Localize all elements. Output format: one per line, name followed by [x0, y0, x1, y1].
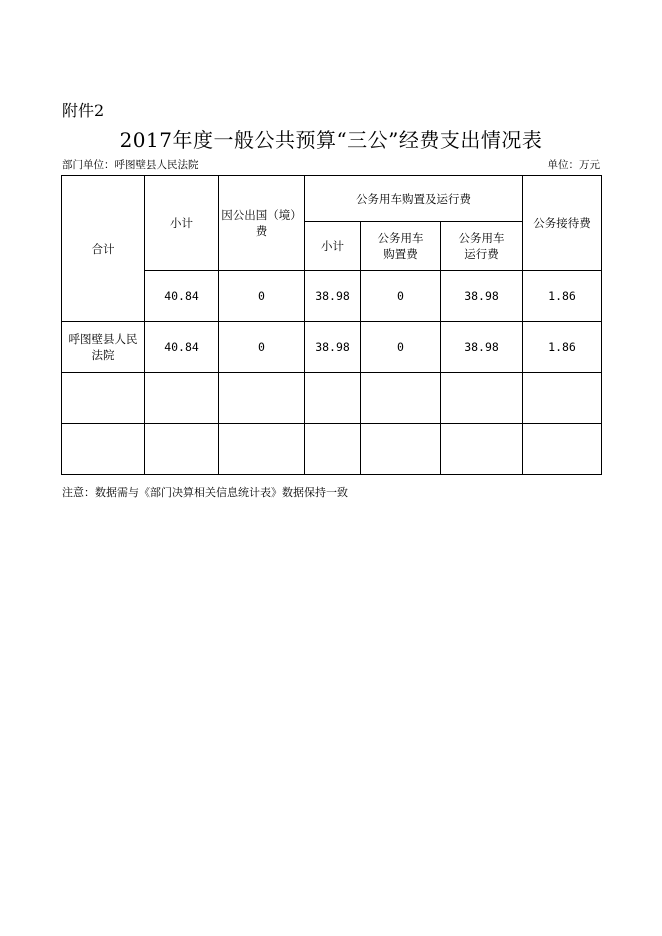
page-title: 2017年度一般公共预算“三公”经费支出情况表	[119, 128, 543, 152]
department-unit: 部门单位：呼图壁县人民法院	[62, 159, 199, 171]
total-vehicle-subtotal-cell: 38.98	[305, 271, 361, 322]
total-vehicle-operation-cell: 38.98	[441, 271, 523, 322]
expense-table	[61, 175, 602, 475]
row-name-cell: 呼图壁县人民法院	[62, 322, 145, 373]
header-vehicle-purchase: 公务用车购置费	[361, 222, 441, 271]
total-reception-cell: 1.86	[523, 271, 602, 322]
row-subtotal-cell: 40.84	[145, 322, 219, 373]
total-subtotal-cell: 40.84	[145, 271, 219, 322]
empty-row	[62, 373, 602, 424]
attachment-label: 附件2	[62, 101, 105, 120]
row-reception-cell: 1.86	[523, 322, 602, 373]
row-vehicle-purchase-cell: 0	[361, 322, 441, 373]
row-vehicle-operation-cell: 38.98	[441, 322, 523, 373]
footnote: 注意：数据需与《部门决算相关信息统计表》数据保持一致	[62, 486, 348, 499]
header-vehicle-operation: 公务用车运行费	[441, 222, 523, 271]
money-unit: 单位：万元	[547, 159, 600, 171]
header-vehicle-subtotal: 小计	[305, 222, 361, 271]
row-vehicle-subtotal-cell: 38.98	[305, 322, 361, 373]
header-subtotal: 小计	[145, 176, 219, 271]
empty-row	[62, 424, 602, 475]
header-vehicle-group: 公务用车购置及运行费	[305, 176, 523, 222]
header-reception: 公务接待费	[523, 176, 602, 271]
header-total: 合计	[62, 176, 145, 322]
header-abroad: 因公出国（境）费	[219, 176, 305, 271]
total-vehicle-purchase-cell: 0	[361, 271, 441, 322]
row-abroad-cell: 0	[219, 322, 305, 373]
table-row	[62, 322, 602, 373]
total-abroad-cell: 0	[219, 271, 305, 322]
